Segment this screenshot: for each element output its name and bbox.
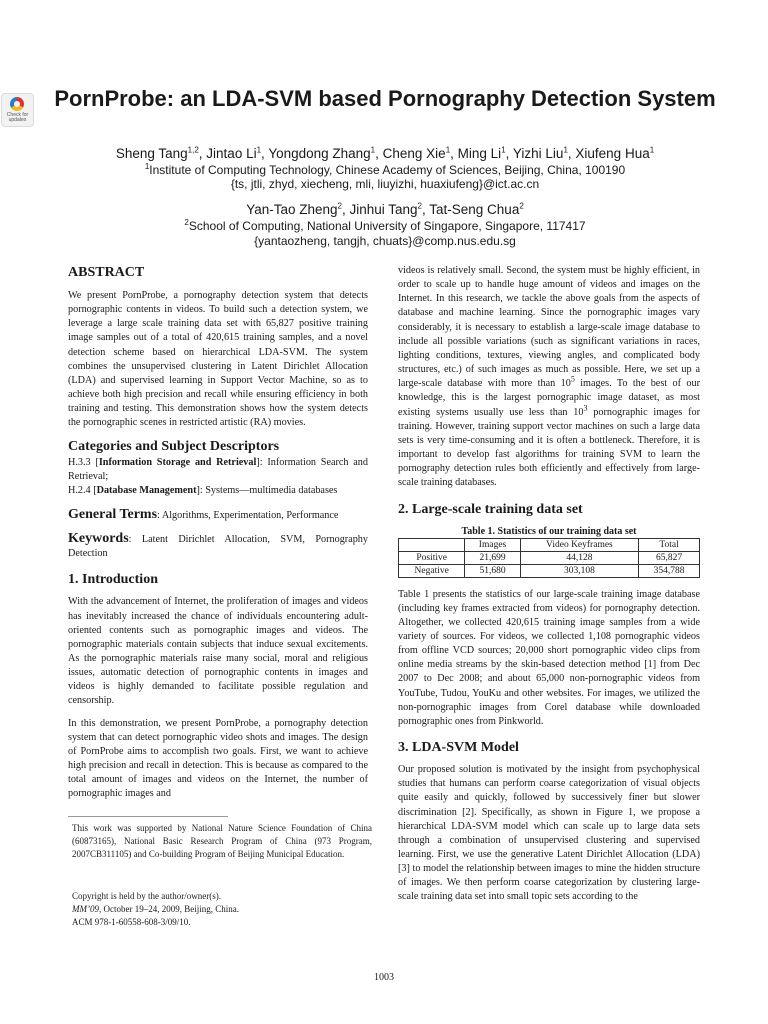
keywords: Keywords: Latent Dirichlet Allocation, SVM, Pornography Detection <box>68 531 368 560</box>
badge-label: Check for updates <box>6 112 29 123</box>
section-2-heading: 2. Large-scale training data set <box>398 501 583 517</box>
author-name: Tat-Seng Chua <box>429 202 520 217</box>
author-name: Jinhui Tang <box>349 202 418 217</box>
right-column <box>398 264 700 905</box>
author-name: Xiufeng Hua <box>575 146 650 161</box>
table-header-row <box>399 538 700 551</box>
author-affiliation-mark: 1 <box>501 145 506 155</box>
author-name: Cheng Xie <box>382 146 446 161</box>
introduction-heading: 1. Introduction <box>68 572 158 588</box>
section-3-paragraph: Our proposed solution is motivated by the insight from psychophysical studies that humans can perform coarse categorization of visual objects quite easily and quickly, followed by successively finer but slower discrimination [2]. Specifically, as shown in Figure 1, we propose a hierarchical LDA-SVM model which can scale up to large data sets through a combination of unsupervised clustering and supervised learning. First, we use the generative Latent Dirichlet Allocation (LDA) [3] to model the relationship between images to mine the hidden structure of images. We then perform coarse categorization by clustering large-scale training data set into small topic sets according to the <box>398 764 700 903</box>
category-item-1: H.3.3 [Information Storage and Retrieval]: Information Search and Retrieval; <box>68 456 368 482</box>
author-name: Sheng Tang <box>115 146 188 161</box>
author-affiliation-mark: 1 <box>649 145 655 155</box>
crossmark-icon <box>10 97 24 111</box>
author-name: Yizhi Liu <box>512 146 564 161</box>
table-header-cell: Video Keyframes <box>520 538 638 551</box>
author-affiliation-mark: 2 <box>519 201 524 211</box>
table-cell: 354,788 <box>639 564 700 577</box>
footnote-funding: This work was supported by National Nature Science Foundation of China (60873165), National Basic Research Program of China (973 Program, 2007CB311105) and Co-building Program of Beijing Municipal Education. <box>72 823 372 859</box>
author-affiliation-mark: 1 <box>563 145 568 155</box>
table-cell: Negative <box>399 564 465 577</box>
author-name: Ming Li <box>457 146 502 161</box>
footnote-acm: ACM 978-1-60558-608-3/09/10. <box>72 917 191 927</box>
author-name: Yan-Tao Zheng <box>246 202 338 217</box>
author-affiliation-mark: 2 <box>417 201 422 211</box>
table-cell: 51,680 <box>465 564 520 577</box>
intro-paragraph-1: With the advancement of Internet, the proliferation of images and videos has inevitably increased the chance of individuals encountering adult-oriented contents such as pornographic images and videos. The pornographic materials contain subjects that induce sexual excitements. As the pornographic materials raise many social, moral and religious issues, automatic detection of pornographic contents in images and videos is highly demanded to facilitate possible regulation and censorship. <box>68 596 368 707</box>
footnote-copyright: Copyright is held by the author/owner(s). <box>72 891 221 901</box>
emails-1: {ts, jtli, zhyd, xiecheng, mli, liuyizhi, huaxiufeng}@ict.ac.cn <box>230 177 540 191</box>
author-affiliation-mark: 1 <box>370 145 376 155</box>
general-terms: General Terms: Algorithms, Experimentation, Performance <box>68 507 339 523</box>
section-2-paragraph: Table 1 presents the statistics of our large-scale training image database (including key frames extracted from videos) for pornography detection. Altogether, we collected 420,615 training image samples from a wide variety of sources. For videos, we collected 1,108 pornographic videos from offline VCD sources; 20,000 short pornographic video clips from online media streams by the skin-based detection method [1] from Dec 2007 to Dec 2008; and about 65,000 non-pornographic videos from YouTube, Tudou, YouKu and other websites. For images, we utilized the non-pornographic images from Corel database while downloaded pornographic ones from Pinkworld. <box>398 588 700 727</box>
table-header-cell <box>399 538 465 551</box>
author-affiliation-mark: 2 <box>337 201 342 211</box>
paper-title: PornProbe: an LDA-SVM based Pornography Detection System <box>54 86 716 111</box>
table-cell: Positive <box>399 551 465 564</box>
author-affiliation-mark: 1,2 <box>187 145 199 155</box>
table-cell: 21,699 <box>465 551 520 564</box>
table-cell: 44,128 <box>520 551 638 564</box>
table-cell: 65,827 <box>639 551 700 564</box>
abstract-text: We present PornProbe, a pornography detection system that detects pornographic contents in videos. To build such a detection system, we leverage a large scale training data set with 65,827 positive training image samples out of a total of 420,615 training samples, and a novel detection scheme based on hierarchical LDA-SVM. The system combines the unsupervised clustering in Latent Dirichlet Allocation (LDA) and supervised learning in Support Vector Machine, so as to achieve both high precision and recall while ensuring efficiency in both training and testing. This demonstration shows how the system detects the pornographic scenes in restricted artistic (RA) movies. <box>68 290 368 429</box>
category-item-2: H.2.4 [Database Management]: Systems—multimedia databases <box>68 484 338 496</box>
author-name: Jintao Li <box>206 146 257 161</box>
table-caption: Table 1. Statistics of our training data set <box>461 525 637 537</box>
author-list-1: Sheng Tang$^{1,2}$, Jintao Li$^1$, Yongdong Zhang$^1$, Cheng Xie$^1$, Ming Li$^1$, Yizhi Liu$^1$, Xiufeng Hua$^1$ <box>115 145 655 161</box>
page-number: 1003 <box>374 972 394 983</box>
affiliation-1: $^1$Institute of Computing Technology, Chinese Academy of Sciences, Beijing, China, 100190 <box>144 162 626 177</box>
footnote-venue: MM’09, October 19–24, 2009, Beijing, China. <box>72 904 239 914</box>
author-affiliation-mark: 1 <box>445 145 451 155</box>
statistics-table <box>398 538 700 578</box>
left-column <box>68 264 368 802</box>
section-3-heading: 3. LDA-SVM Model <box>398 740 519 756</box>
affiliation-2: $^2$School of Computing, National University of Singapore, Singapore, 117417 <box>184 218 586 233</box>
table-row <box>399 551 700 564</box>
footnote-rule <box>68 816 228 817</box>
table-header-cell: Images <box>465 538 520 551</box>
author-affiliation-mark: 1 <box>256 145 262 155</box>
categories-heading: Categories and Subject Descriptors <box>68 438 280 454</box>
author-list-2: Yan-Tao Zheng$^2$, Jinhui Tang$^2$, Tat-Seng Chua$^2$ <box>246 201 524 217</box>
table-cell: 303,108 <box>520 564 638 577</box>
abstract-heading: ABSTRACT <box>68 265 145 280</box>
emails-2: {yantaozheng, tangjh, chuats}@comp.nus.edu.sg <box>254 234 516 248</box>
check-for-updates-badge[interactable] <box>1 93 34 127</box>
table-header-cell: Total <box>639 538 700 551</box>
right-paragraph-1: videos is relatively small. Second, the system must be highly efficient, in order to scale up to handle huge amount of videos and images on the Internet. In this research, we tackle the above goals from the aspects of database and machine learning. Since the pornographic images vary considerably, it is necessary to establish a large-scale image database to include all possible variations (such as significant variations in races, lighting conditions, textures, viewing angles, and complicated body structures, etc.) of such images as much as possible. Here, we set up a large-scale database with more than $10^5$ images. To the best of our knowledge, this is the largest pornographic image dataset, as most existing systems usually use less than $10^3$ pornographic images for training. However, training support vector machines on such a large data sets is very time-consuming and it is often a bottleneck. Therefore, it is important to develop fast algorithms for training SVM to learn the pornography detection rules both efficiently and effectively from large-scale training databases. <box>398 265 700 489</box>
table-row <box>399 564 700 577</box>
intro-paragraph-2: In this demonstration, we present PornProbe, a pornography detection system that can detect pornographic video shots and images. The design of PornProbe aims to accomplish two goals. First, we want to achieve high precision and recall in detection. This is because as compared to the total amount of images and videos on the Internet, the number of pornographic images and <box>68 717 368 800</box>
author-name: Yongdong Zhang <box>268 146 371 161</box>
